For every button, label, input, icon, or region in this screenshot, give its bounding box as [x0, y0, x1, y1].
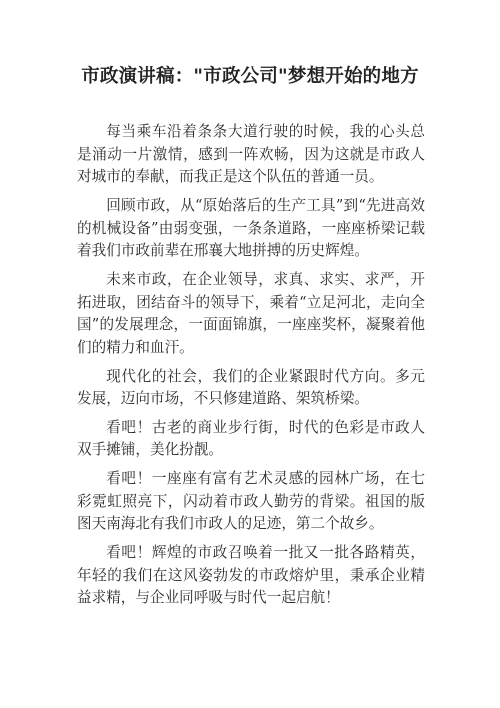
- document-title: 市政演讲稿："市政公司"梦想开始的地方: [81, 66, 419, 87]
- paragraph-1: 每当乘车沿着条条大道行驶的时候，我的心头总是涌动一片激情，感到一阵欢畅，因为这就是市政人对城市的奉献，而我正是这个队伍的普通一员。: [77, 123, 425, 186]
- paragraph-3: 未来市政，在企业领导，求真、求实、求严，开拓进取，团结奋斗的领导下，乘着“立足河北，走向全国”的发展理念，一面面锦旗，一座座奖杯，凝聚着他们的精力和血汗。: [77, 270, 425, 356]
- paragraph-6: 看吧！一座座有富有艺术灵感的园林广场，在七彩霓虹照亮下，闪动着市政人勤劳的背梁。祖国的版图天南海北有我们市政人的足迹，第二个故乡。: [77, 470, 425, 533]
- paragraph-5: 看吧！古老的商业步行街，时代的色彩是市政人双手摊铺，美化扮靓。: [77, 418, 425, 459]
- document-body: [77, 121, 425, 616]
- paragraph-4: 现代化的社会，我们的企业紧跟时代方向。多元发展，迈向市场，不只修建道路、架筑桥梁。: [77, 367, 425, 408]
- paragraph-2: 回顾市政，从“原始落后的生产工具”到“先进高效的机械设备”由弱变强，一条条道路，一座座桥梁记载着我们市政前辈在邢襄大地拼搏的历史辉煌。: [77, 196, 425, 260]
- paragraph-7: 看吧！辉煌的市政召唤着一批又一批各路精英，年轻的我们在这风姿勃发的市政熔炉里，秉承企业精益求精，与企业同呼吸与时代一起启航！: [77, 544, 425, 607]
